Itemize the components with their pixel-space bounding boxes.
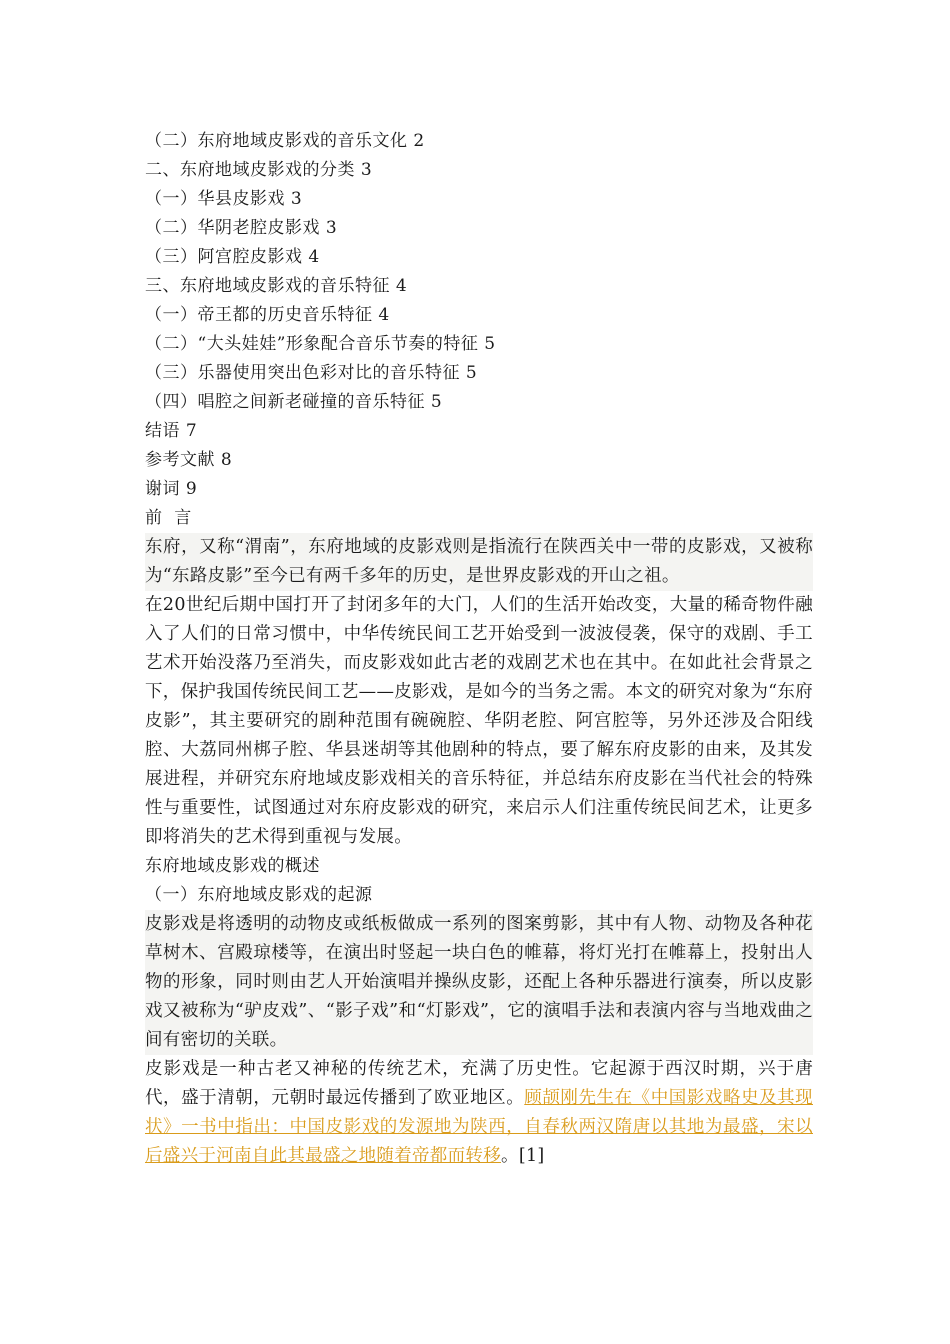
body-text: 皮影戏是一种古老又神秘的传统艺术，充满了历史性。它起源于西汉时期，兴于唐代，盛于清朝，元朝时最远传播到了欧亚地区。 — [145, 1059, 813, 1108]
preface-paragraph: 在20世纪后期中国打开了封闭多年的大门，人们的生活开始改变，大量的稀奇物件融入了人们的日常习惯中，中华传统民间工艺开始受到一波波侵袭，保守的戏剧、手工艺术开始没落乃至消失，而皮影戏如此古老的戏剧艺术也在其中。在如此社会背景之下，保护我国传统民间工艺——皮影戏，是如今的当务之需。本文的研究对象为“东府皮影”，其主要研究的剧种范围有碗碗腔、华阴老腔、阿宫腔等，另外还涉及合阳线腔、大荔同州梆子腔、华县迷胡等其他剧种的特点，要了解东府皮影的由来，及其发展进程，并研究东府地域皮影戏相关的音乐特征，并总结东府皮影在当代社会的特殊性与重要性，试图通过对东府皮影戏的研究，来启示人们注重传统民间艺术，让更多即将消失的艺术得到重视与发展。 — [145, 595, 813, 847]
toc-entry: 二、东府地域皮影戏的分类 3 — [145, 160, 373, 180]
document-page — [145, 127, 825, 1171]
subsection-title: （一）东府地域皮影戏的起源 — [145, 885, 373, 905]
toc-entry: （二）“大头娃娃”形象配合音乐节奏的特征 5 — [145, 334, 496, 354]
toc-entry: （一）帝王都的历史音乐特征 4 — [145, 305, 390, 325]
preface-paragraph: 东府，又称“渭南”，东府地域的皮影戏则是指流行在陕西关中一带的皮影戏，又被称为“东路皮影”至今已有两千多年的历史，是世界皮影戏的开山之祖。 — [145, 533, 813, 591]
citation-link[interactable]: 顾颉刚先生在《中国影戏略史及其现状》一书中指出：中国皮影戏的发源地为陕西，自春秋两汉隋唐以其地为最盛，宋以后盛兴于河南自此其最盛之地随着帝都而转移 — [145, 1088, 813, 1166]
section-title: 东府地域皮影戏的概述 — [145, 856, 320, 876]
body-text-end: 。 — [501, 1146, 519, 1166]
toc-entry: 三、东府地域皮影戏的音乐特征 4 — [145, 276, 408, 296]
toc-entry: （二）华阴老腔皮影戏 3 — [145, 218, 338, 238]
body-paragraph — [145, 1055, 813, 1171]
toc-entry: 结语 7 — [145, 421, 198, 441]
body-paragraph: 皮影戏是将透明的动物皮或纸板做成一系列的图案剪影，其中有人物、动物及各种花草树木、宫殿琼楼等，在演出时竖起一块白色的帷幕，将灯光打在帷幕上，投射出人物的形象，同时则由艺人开始演唱并操纵皮影，还配上各种乐器进行演奏，所以皮影戏又被称为“驴皮戏”、“影子戏”和“灯影戏”，它的演唱手法和表演内容与当地戏曲之间有密切的关联。 — [145, 910, 813, 1055]
toc-entry: （二）东府地域皮影戏的音乐文化 2 — [145, 131, 425, 151]
reference-marker[interactable]: [1] — [518, 1146, 545, 1166]
toc-entry: 参考文献 8 — [145, 450, 233, 470]
toc-entry: 谢词 9 — [145, 479, 198, 499]
toc-entry: （三）阿宫腔皮影戏 4 — [145, 247, 320, 267]
preface-title: 前 言 — [145, 508, 192, 528]
table-of-contents — [145, 127, 825, 504]
toc-entry: （四）唱腔之间新老碰撞的音乐特征 5 — [145, 392, 443, 412]
toc-entry: （一）华县皮影戏 3 — [145, 189, 303, 209]
toc-entry: （三）乐器使用突出色彩对比的音乐特征 5 — [145, 363, 478, 383]
